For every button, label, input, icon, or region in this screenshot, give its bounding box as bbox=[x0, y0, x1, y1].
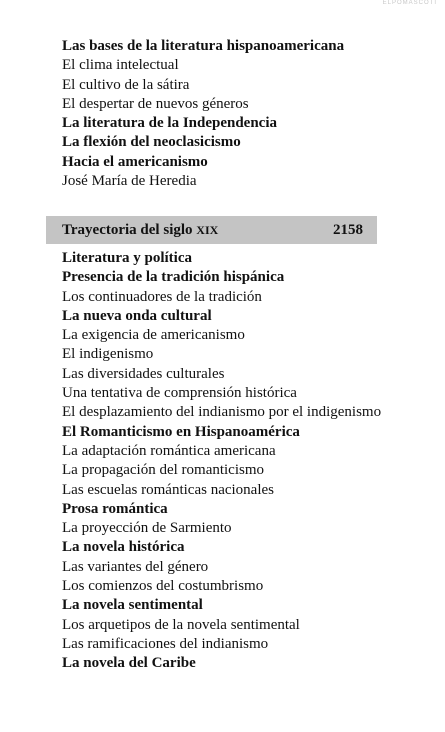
contents-heading: La literatura de la Independencia bbox=[62, 115, 278, 132]
section-title-text: Trayectoria del siglo bbox=[62, 221, 193, 238]
contents-list-top bbox=[62, 37, 382, 191]
contents-heading: Prosa romántica bbox=[62, 500, 168, 517]
contents-list-bottom bbox=[62, 249, 382, 674]
contents-subentry: Una tentativa de comprensión histórica bbox=[62, 385, 297, 402]
contents-subentry: Las variantes del género bbox=[62, 558, 209, 575]
watermark: ELPOMASCOTI bbox=[382, 0, 437, 6]
contents-heading: La novela del Caribe bbox=[62, 655, 196, 672]
contents-subentry: La proyección de Sarmiento bbox=[62, 520, 232, 537]
contents-subentry: La exigencia de americanismo bbox=[62, 327, 245, 344]
contents-subentry: Las escuelas románticas nacionales bbox=[62, 481, 274, 498]
contents-subentry: La propagación del romanticismo bbox=[62, 462, 265, 479]
contents-subentry: Los arquetipos de la novela sentimental bbox=[62, 616, 300, 633]
section-header-bar bbox=[46, 216, 377, 244]
contents-heading: La novela sentimental bbox=[62, 597, 203, 614]
contents-subentry: El indigenismo bbox=[62, 346, 154, 363]
contents-subentry: El desplazamiento del indianismo por el indigenismo bbox=[62, 404, 382, 421]
contents-heading: La flexión del neoclasicismo bbox=[62, 134, 241, 151]
contents-subentry: Las ramificaciones del indianismo bbox=[62, 635, 269, 652]
contents-subentry: El despertar de nuevos géneros bbox=[62, 95, 249, 112]
section-page-number: 2158 bbox=[333, 221, 363, 238]
contents-heading: La novela histórica bbox=[62, 539, 185, 556]
contents-subentry: José María de Heredia bbox=[62, 173, 197, 190]
contents-subentry: Los continuadores de la tradición bbox=[62, 288, 262, 305]
contents-subentry: Los comienzos del costumbrismo bbox=[62, 578, 264, 595]
contents-subentry: El clima intelectual bbox=[62, 57, 179, 74]
contents-heading: La nueva onda cultural bbox=[62, 307, 212, 324]
section-title-roman: XIX bbox=[196, 222, 219, 237]
contents-subentry: El cultivo de la sátira bbox=[62, 76, 190, 93]
contents-subentry: Las diversidades culturales bbox=[62, 365, 225, 382]
contents-heading: Hacia el americanismo bbox=[62, 153, 208, 170]
contents-heading: Presencia de la tradición hispánica bbox=[62, 269, 285, 286]
contents-heading: Las bases de la literatura hispanoamericana bbox=[62, 38, 345, 54]
contents-heading: Literatura y política bbox=[62, 250, 192, 266]
contents-heading: El Romanticismo en Hispanoamérica bbox=[62, 423, 300, 440]
section-title bbox=[62, 222, 218, 239]
contents-subentry: La adaptación romántica americana bbox=[62, 442, 276, 459]
